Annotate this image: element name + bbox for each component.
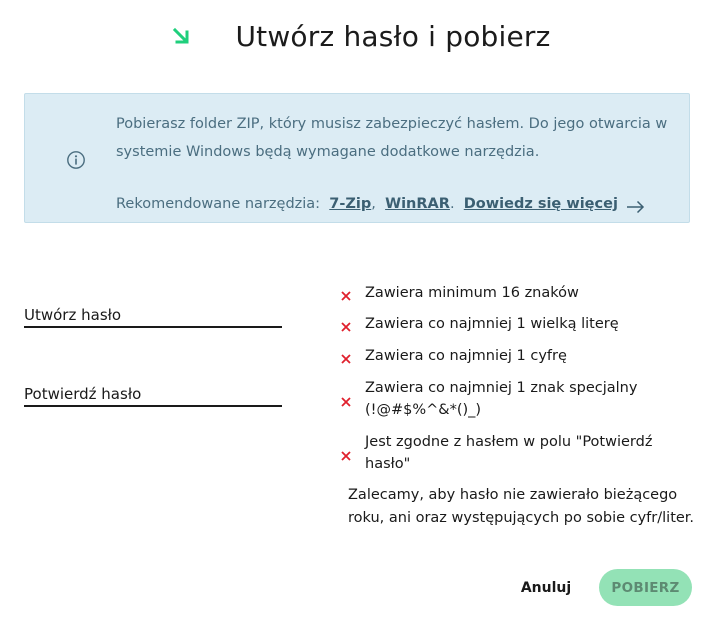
create-password-input[interactable] (24, 305, 286, 328)
create-password-field[interactable] (24, 305, 282, 328)
password-advice: Zalecamy, aby hasło nie zawierało bieżącego roku, ani oraz występujących po sobie cyfr/liter. (348, 487, 695, 526)
x-icon (340, 447, 352, 459)
learn-more-link[interactable]: Dowiedz się więcej (463, 196, 618, 212)
download-button[interactable]: POBIERZ (599, 569, 692, 606)
requirement-text: Zawiera co najmniej 1 wielką literę (365, 316, 619, 332)
tool-link-winrar[interactable]: WinRAR (385, 196, 450, 212)
create-password-label: Utwórz hasło (24, 306, 122, 324)
tool-link-7zip[interactable]: 7-Zip (329, 196, 372, 212)
zip-info-message: Pobierasz folder ZIP, który musisz zabezpieczyć hasłem. Do jego otwarcia w systemie Windows będą wymagane dodatkowe narzędzia. (116, 116, 668, 160)
requirement-uppercase (340, 313, 690, 335)
confirm-password-field[interactable] (24, 384, 282, 407)
separator-comma: , (371, 196, 376, 212)
requirement-text: Zawiera minimum 16 znaków (365, 285, 579, 301)
requirement-text: Zawiera co najmniej 1 znak specjalny (!@#$%^&*()_) (365, 380, 638, 418)
separator-period: . (449, 196, 455, 212)
requirement-min-length (340, 282, 690, 304)
requirement-digit (340, 345, 690, 367)
confirm-password-label: Potwierdź hasło (24, 385, 142, 403)
zip-info-notice (24, 93, 690, 223)
arrow-right-icon[interactable] (626, 197, 646, 211)
x-icon (340, 287, 352, 299)
recommended-tools-label: Rekomendowane narzędzia: (116, 196, 321, 212)
x-icon (340, 393, 352, 405)
requirement-text: Zawiera co najmniej 1 cyfrę (365, 348, 567, 364)
requirement-text: Jest zgodne z hasłem w polu "Potwierdź hasło" (365, 434, 653, 472)
confirm-password-input[interactable] (24, 384, 286, 407)
page-title: Utwórz hasło i pobierz (235, 19, 551, 53)
cancel-button[interactable]: Anuluj (508, 570, 584, 606)
recommended-tools (116, 191, 646, 217)
requirement-special-char (340, 377, 690, 421)
download-arrow-icon (171, 26, 191, 46)
dialog-header (0, 14, 722, 58)
info-icon (66, 150, 86, 170)
requirement-match-confirm (340, 431, 690, 475)
x-icon (340, 318, 352, 330)
x-icon (340, 350, 352, 362)
